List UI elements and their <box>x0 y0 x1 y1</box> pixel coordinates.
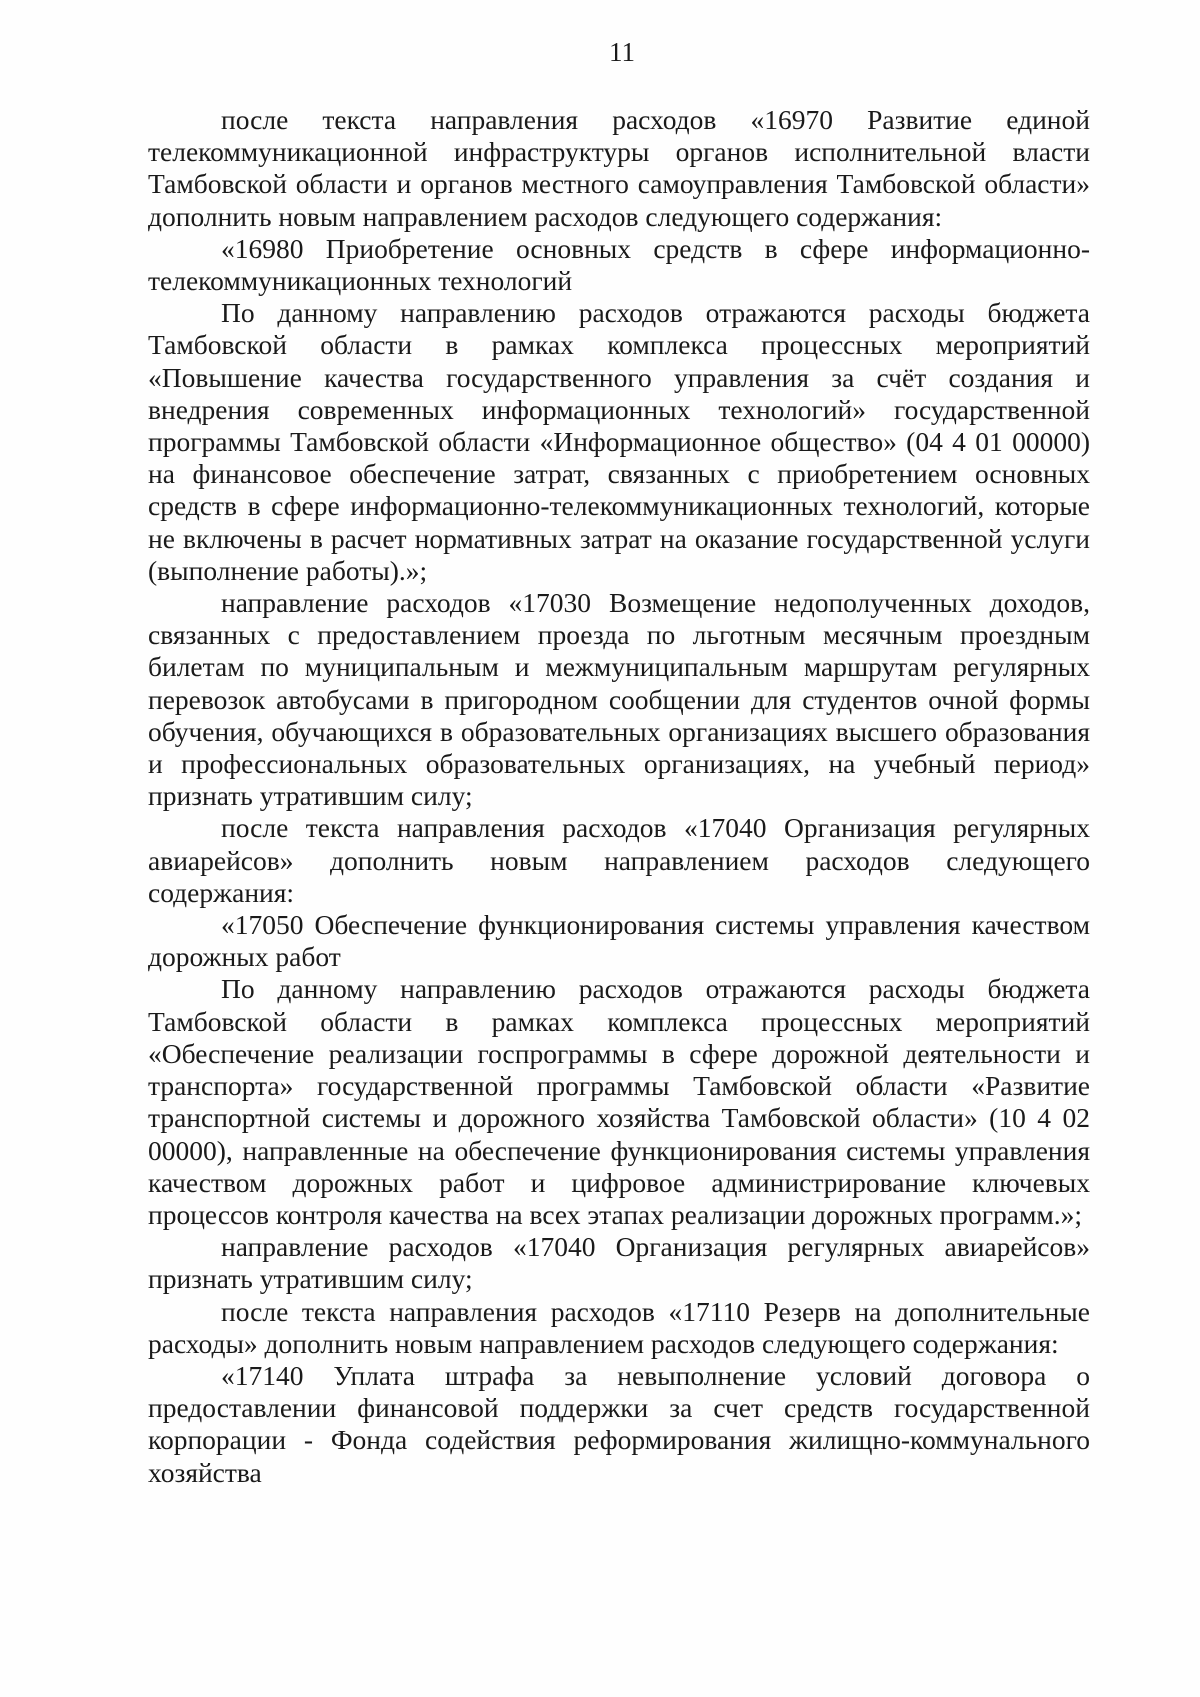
paragraph: после текста направления расходов «17110 Резерв на дополнительные расходы» дополнить новым направлением расходов следующего содержания: <box>148 1295 1090 1359</box>
paragraph: «16980 Приобретение основных средств в сфере информационно-телекоммуникационных технологий <box>148 232 1090 297</box>
paragraph: после текста направления расходов «17040 Организация регулярных авиарейсов» дополнить новым направлением расходов следующего содержания: <box>148 812 1090 908</box>
page-number: 11 <box>609 37 635 67</box>
paragraph: «17140 Уплата штрафа за невыполнение условий договора о предоставлении финансовой поддержки за счет средств государственной корпорации - Фонда содействия реформирования жилищно-коммунального хозяйства <box>148 1359 1090 1488</box>
paragraph: «17050 Обеспечение функционирования системы управления качеством дорожных работ <box>148 909 1090 973</box>
document-body <box>148 104 1090 1489</box>
paragraph: По данному направлению расходов отражаются расходы бюджета Тамбовской области в рамках комплекса процессных мероприятий «Обеспечение реализации госпрограммы в сфере дорожной деятельности и транспорта» государственной программы Тамбовской области «Развитие транспортной системы и дорожного хозяйства Тамбовской области» (10 4 02 00000), направленные на обеспечение функционирования системы управления качеством дорожных работ и цифровое администрирование ключевых процессов контроля качества на всех этапах реализации дорожных программ.»; <box>148 973 1090 1230</box>
paragraph: По данному направлению расходов отражаются расходы бюджета Тамбовской области в рамках комплекса процессных мероприятий «Повышение качества государственного управления за счёт создания и внедрения современных информационных технологий» государственной программы Тамбовской области «Информационное общество» (04 4 01 00000) на финансовое обеспечение затрат, связанных с приобретением основных средств в сфере информационно-телекоммуникационных технологий, которые не включены в расчет нормативных затрат на оказание государственной услуги (выполнение работы).»; <box>148 297 1090 586</box>
paragraph: направление расходов «17040 Организация регулярных авиарейсов» признать утратившим силу; <box>148 1231 1090 1295</box>
paragraph: направление расходов «17030 Возмещение недополученных доходов, связанных с предоставлением проезда по льготным месячным проездным билетам по муниципальным и межмуниципальным маршрутам регулярных перевозок автобусами в пригородном сообщении для студентов очной формы обучения, обучающихся в образовательных организациях высшего образования и профессиональных образовательных организациях, на учебный период» признать утратившим силу; <box>148 587 1090 812</box>
paragraph: после текста направления расходов «16970 Развитие единой телекоммуникационной инфраструктуры органов исполнительной власти Тамбовской области и органов местного самоуправления Тамбовской области» дополнить новым направлением расходов следующего содержания: <box>148 104 1090 232</box>
